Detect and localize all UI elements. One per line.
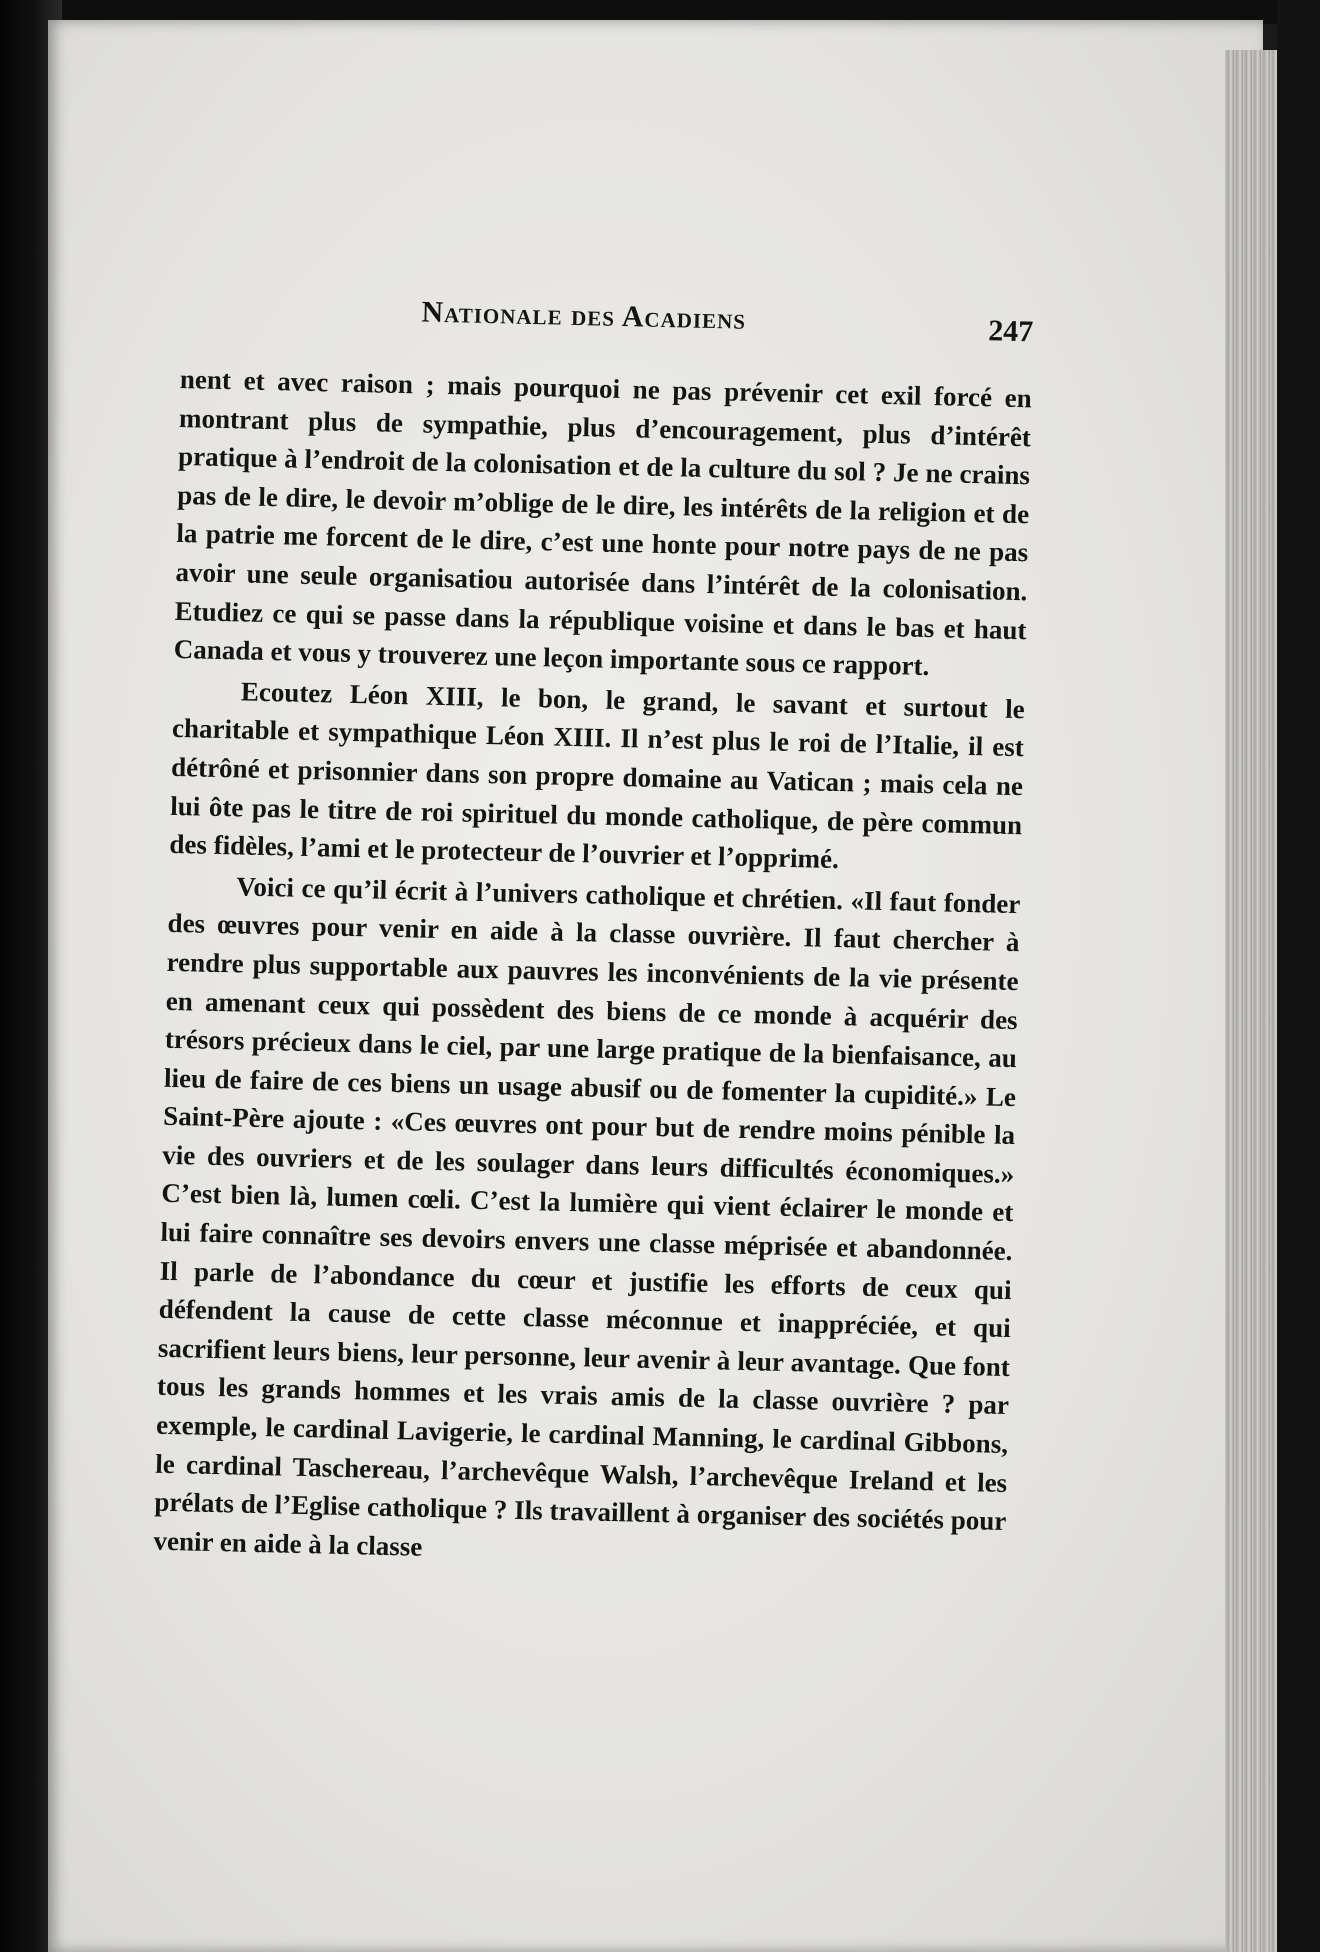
running-title: Nationale des Acadiens bbox=[421, 295, 747, 336]
page-edges bbox=[1225, 50, 1277, 1952]
page-text bbox=[153, 290, 1034, 1579]
paragraph-encyclical-quote: Voici ce qu’il écrit à l’univers catholique et chrétien. «Il faut fonder des œuvres pour venir en aide à la classe ouvrière. Il faut chercher à rendre plus supportable aux pauvres les inconvénients de la vie présente en amenant ceux qui possèdent des biens de ce monde à acquérir des trésors précieux dans le ciel, par une large pratique de la bienfaisance, au lieu de faire de ces biens un usage abusif ou de fomenter la cupidité.» Le Saint-Père ajoute : «Ces œuvres ont pour but de rendre moins pénible la vie des ouvriers et de les soulager dans leurs difficultés économiques.» C’est bien là, lumen cœli. C’est la lumière qui vient éclairer le monde et lui faire connaître ses devoirs envers une classe méprisée et abandonnée. Il parle de l’abondance du cœur et justifie les efforts de ceux qui défendent la cause de cette classe méconnue et inappréciée, et qui sacrifient leurs biens, leur personne, leur avenir à leur avantage. Que font tous les grands hommes et les vrais amis de la classe ouvrière ? par exemple, le cardinal Lavigerie, le cardinal Manning, le cardinal Gibbons, le cardinal Taschereau, l’archevêque Walsh, l’archevêque Ireland et les prélats de l’Eglise catholique ? Ils travaillent à organiser des sociétés pour venir en aide à la classe bbox=[153, 871, 1021, 1562]
paragraph-continued: nent et avec raison ; mais pourquoi ne pas prévenir cet exil forcé en montrant plus de sympathie, plus d’encouragement, plus d’intérêt pratique à l’endroit de la colonisation et de la culture du sol ? Je ne crains pas de le dire, le devoir m’oblige de le dire, les intérêts de la religion et de la patrie me forcent de le dire, c’est une honte pour notre pays de ne pas avoir une seule organisatiou autorisée dans l’intérêt de la colonisation. Etudiez ce qui se passe dans la république voisine et dans le bas et haut Canada et vous y trouverez une leçon importante sous ce rapport. bbox=[173, 363, 1033, 682]
scan-right-border bbox=[1277, 0, 1320, 1952]
paragraph-leon-xiii: Ecoutez Léon XIII, le bon, le grand, le savant et surtout le charitable et sympathique Léon XIII. Il n’est plus le roi de l’Italie, il est détrôné et prisonnier dans son propre domaine au Vatican ; mais cela ne lui ôte pas le titre de roi spirituel du monde catholique, de père commun des fidèles, l’ami et le protecteur de l’ouvrier et l’opprimé. bbox=[169, 676, 1026, 875]
page-number: 247 bbox=[987, 314, 1034, 349]
